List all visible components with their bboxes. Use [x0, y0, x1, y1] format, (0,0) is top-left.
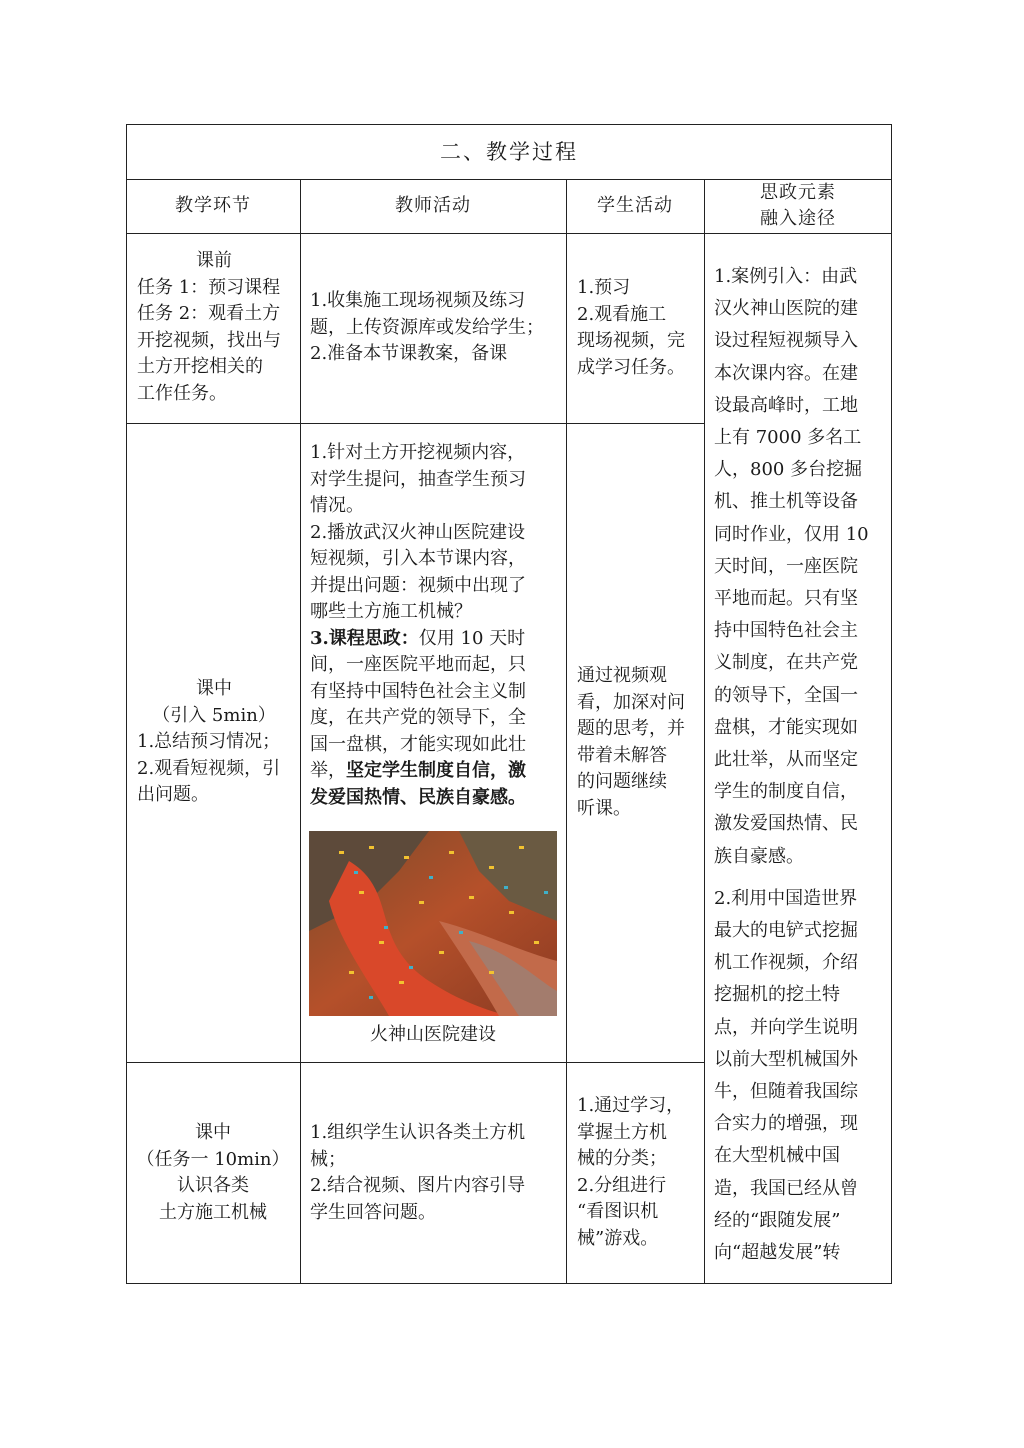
szh-line: 盘棋，才能实现如: [714, 716, 858, 738]
rule-header-bottom: [126, 233, 892, 234]
row3-stage-sub: （任务一 10min）: [136, 1148, 290, 1170]
szh-line: 造，我国已经从曾: [714, 1177, 858, 1199]
szh-line: 设过程短视频导入: [714, 330, 858, 352]
row2-stage-sub: （引入 5min）: [152, 704, 276, 726]
header-teacher: 教师活动: [395, 195, 471, 216]
row1-student-line: 现场视频，完: [577, 330, 685, 351]
szh-line: 机、推土机等设备: [714, 491, 858, 513]
row2-teacher-line: 2.播放武汉火神山医院建设: [310, 521, 526, 543]
row2-teacher-szh-line: [310, 758, 564, 785]
row1-stage-title: 课前: [196, 250, 232, 271]
row3-stage-line: 认识各类: [177, 1175, 249, 1196]
row1-teacher: [310, 288, 564, 368]
row3-student-line: 2.分组进行: [577, 1174, 667, 1196]
szh-line: 点，并向学生说明: [714, 1016, 858, 1038]
szh-line: 人，800 多台挖掘: [714, 459, 863, 481]
row2-teacher-line: 短视频，引入本节课内容，: [310, 548, 526, 569]
row2-stage: [137, 676, 299, 809]
row2-teacher: [310, 440, 564, 811]
row1-stage-line: 开挖视频，找出与: [137, 329, 281, 351]
row1-student: [577, 275, 703, 381]
szh-line: 向“超越发展”转: [714, 1242, 841, 1264]
row2-teacher-szh-line: [310, 626, 564, 653]
header-student: 学生活动: [597, 195, 673, 216]
row3-student-line: 械”游戏。: [577, 1227, 659, 1249]
row1-teacher-line: 1.收集施工现场视频及练习: [310, 290, 526, 311]
row2-teacher-szh-line: 国一盘棋，才能实现如此壮: [310, 733, 526, 755]
row2-teacher-szh-line: 间，一座医院平地而起，只: [310, 654, 526, 675]
szh-line: 义制度，在共产党: [714, 652, 858, 674]
szh-line: 本次课内容。在建: [714, 362, 858, 384]
header-szh: [704, 180, 892, 232]
row3-stage-title: 课中: [195, 1122, 231, 1143]
row1-student-line: 成学习任务。: [577, 356, 685, 378]
row1-student-line: 2.观看施工: [577, 303, 667, 325]
szh-line: 最大的电铲式挖掘: [714, 920, 858, 942]
row3-student-line: “看图识机: [577, 1201, 659, 1222]
row2-teacher-szh-line: 有坚持中国特色社会主义制: [310, 680, 526, 702]
row2-student-line: 看，加深对问: [577, 691, 685, 713]
szh-para1: [714, 261, 890, 873]
row2-student: [577, 663, 703, 822]
row3-student-line: 械的分类；: [577, 1148, 667, 1169]
row1-stage-line: 任务 2：观看土方: [137, 303, 281, 324]
rule-col3: [704, 179, 705, 1284]
szh-line: 经的“跟随发展”: [714, 1209, 841, 1231]
row2-stage-line: 1.总结预习情况；: [137, 731, 281, 752]
szh-line: 族自豪感。: [714, 845, 804, 867]
szh-line: 同时作业，仅用 10: [714, 523, 869, 545]
row2-teacher-szh-line: 度，在共产党的领导下，全: [310, 707, 526, 728]
row3-teacher-line: 学生回答问题。: [310, 1201, 436, 1223]
row3-stage: [126, 1120, 300, 1226]
header-szh-line1: 思政元素: [760, 182, 836, 203]
row2-teacher-szh-text: 仅用 10 天时: [418, 627, 526, 649]
row1-teacher-line: 2.准备本节课教案，备课: [310, 343, 508, 364]
szh-line: 2.利用中国造世界: [714, 887, 858, 909]
szh-line: 持中国特色社会主: [714, 620, 858, 642]
header-szh-line2: 融入途径: [760, 208, 836, 229]
row1-stage-line: 工作任务。: [137, 382, 227, 404]
szh-line: 在大型机械中国: [714, 1145, 840, 1167]
section-title: 二、教学过程: [440, 140, 578, 164]
szh-line: 学生的制度自信，: [714, 781, 858, 803]
row3-teacher-line: 械；: [310, 1148, 346, 1170]
row1-stage-line: 土方开挖相关的: [137, 356, 263, 377]
row3-teacher-line: 1.组织学生认识各类土方机: [310, 1122, 526, 1143]
szh-line: 合实力的增强，现: [714, 1113, 858, 1135]
rule-col2: [566, 179, 567, 1284]
row2-student-line: 的问题继续: [577, 771, 667, 792]
row2-student-line: 通过视频观: [577, 665, 667, 686]
row1-student-line: 1.预习: [577, 277, 631, 298]
rule-col1: [300, 179, 301, 1284]
szh-column: [714, 261, 890, 1269]
szh-line: 天时间，一座医院: [714, 555, 858, 577]
szh-line: 挖掘机的挖土特: [714, 984, 840, 1006]
row2-teacher-szh-tail-bold: 坚定学生制度自信，激: [346, 760, 526, 781]
szh-line: 以前大型机械国外: [714, 1048, 858, 1070]
row2-student-line: 听课。: [577, 797, 631, 819]
row2-stage-title: 课中: [196, 678, 232, 699]
row3-teacher: [310, 1120, 564, 1226]
row1-stage-line: 任务 1：预习课程: [137, 276, 281, 298]
row3-student-line: 掌握土方机: [577, 1121, 667, 1143]
row2-student-line: 题的思考，并: [577, 718, 685, 739]
row1-stage: [137, 248, 297, 407]
row2-teacher-szh-last: 发爱国热情、民族自豪感。: [310, 786, 526, 808]
szh-line: 上有 7000 多名工: [714, 427, 862, 449]
row2-teacher-szh-tail: 举，: [310, 760, 346, 781]
row2-teacher-line: 情况。: [310, 495, 364, 516]
row3-teacher-line: 2.结合视频、图片内容引导: [310, 1175, 526, 1196]
rule-row1-bottom: [126, 423, 705, 424]
szh-line: 激发爱国热情、民: [714, 813, 858, 835]
row1-teacher-line: 题，上传资源库或发给学生；: [310, 316, 544, 338]
szh-line: 汉火神山医院的建: [714, 298, 858, 320]
row2-teacher-line: 并提出问题：视频中出现了: [310, 574, 526, 596]
row3-stage-line: 土方施工机械: [159, 1201, 267, 1223]
rule-row2-bottom: [126, 1062, 705, 1063]
szh-para2: [714, 883, 890, 1269]
row3-student: [577, 1093, 703, 1252]
header-stage: 教学环节: [175, 195, 251, 216]
row2-teacher-line: 1.针对土方开挖视频内容，: [310, 442, 526, 463]
row2-stage-line: 2.观看短视频，引: [137, 757, 281, 779]
construction-site-photo: [309, 831, 557, 1016]
photo-caption: 火神山医院建设: [370, 1024, 496, 1045]
szh-line: 设最高峰时，工地: [714, 394, 858, 416]
szh-line: 此壮举，从而坚定: [714, 749, 858, 771]
row2-teacher-line: 对学生提问，抽查学生预习: [310, 468, 526, 490]
szh-line: 机工作视频，介绍: [714, 952, 858, 974]
row2-teacher-line: 哪些土方施工机械？: [310, 601, 472, 622]
row2-student-line: 带着未解答: [577, 744, 667, 766]
row3-student-line: 1.通过学习，: [577, 1095, 685, 1116]
szh-line: 的领导下，全国一: [714, 684, 858, 706]
szh-line: 平地而起。只有坚: [714, 588, 858, 610]
row2-teacher-szh-label: 3.课程思政：: [310, 627, 419, 649]
szh-line: 牛，但随着我国综: [714, 1081, 858, 1103]
szh-line: 1.案例引入：由武: [714, 266, 858, 287]
row2-stage-line: 出问题。: [137, 784, 209, 805]
